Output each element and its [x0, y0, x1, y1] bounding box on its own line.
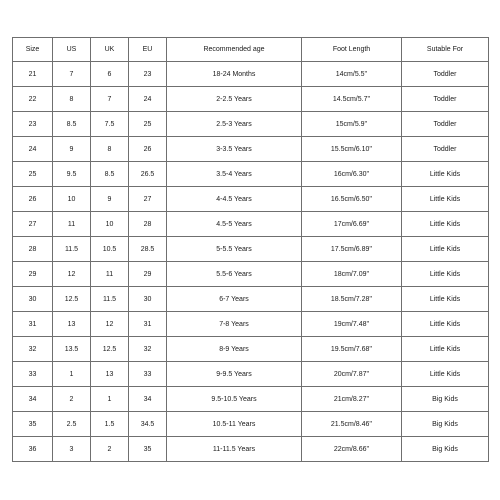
table-body	[13, 62, 489, 462]
table-row	[13, 112, 489, 137]
table-row	[13, 362, 489, 387]
cell-uk: 8.5	[91, 162, 129, 187]
cell-uk: 6	[91, 62, 129, 87]
cell-eu: 29	[129, 262, 167, 287]
cell-suitable-for: Toddler	[402, 112, 489, 137]
cell-foot-length: 18.5cm/7.28''	[302, 287, 402, 312]
cell-size: 26	[13, 187, 53, 212]
cell-eu: 26	[129, 137, 167, 162]
cell-eu: 35	[129, 437, 167, 462]
table-row	[13, 262, 489, 287]
cell-size: 25	[13, 162, 53, 187]
cell-us: 11	[53, 212, 91, 237]
cell-suitable-for: Little Kids	[402, 337, 489, 362]
cell-us: 11.5	[53, 237, 91, 262]
table-row	[13, 137, 489, 162]
cell-foot-length: 14.5cm/5.7''	[302, 87, 402, 112]
cell-foot-length: 18cm/7.09''	[302, 262, 402, 287]
cell-foot-length: 19.5cm/7.68''	[302, 337, 402, 362]
cell-us: 3	[53, 437, 91, 462]
cell-us: 8	[53, 87, 91, 112]
table-row	[13, 62, 489, 87]
cell-uk: 10.5	[91, 237, 129, 262]
cell-suitable-for: Little Kids	[402, 187, 489, 212]
cell-size: 22	[13, 87, 53, 112]
table-row	[13, 387, 489, 412]
cell-uk: 9	[91, 187, 129, 212]
cell-foot-length: 21.5cm/8.46''	[302, 412, 402, 437]
header-recommended-age: Recommended age	[167, 38, 302, 62]
table-row	[13, 412, 489, 437]
cell-recommended-age: 8-9 Years	[167, 337, 302, 362]
cell-uk: 1	[91, 387, 129, 412]
cell-suitable-for: Little Kids	[402, 287, 489, 312]
cell-recommended-age: 4.5-5 Years	[167, 212, 302, 237]
cell-uk: 12.5	[91, 337, 129, 362]
cell-us: 1	[53, 362, 91, 387]
cell-size: 35	[13, 412, 53, 437]
cell-foot-length: 17cm/6.69''	[302, 212, 402, 237]
cell-us: 13.5	[53, 337, 91, 362]
cell-us: 2	[53, 387, 91, 412]
header-uk: UK	[91, 38, 129, 62]
cell-size: 28	[13, 237, 53, 262]
cell-eu: 24	[129, 87, 167, 112]
cell-suitable-for: Little Kids	[402, 312, 489, 337]
cell-eu: 28	[129, 212, 167, 237]
cell-uk: 7.5	[91, 112, 129, 137]
header-size: Size	[13, 38, 53, 62]
table-row	[13, 187, 489, 212]
cell-size: 32	[13, 337, 53, 362]
cell-size: 34	[13, 387, 53, 412]
cell-suitable-for: Toddler	[402, 62, 489, 87]
cell-size: 31	[13, 312, 53, 337]
table-header	[13, 38, 489, 62]
cell-suitable-for: Big Kids	[402, 387, 489, 412]
cell-size: 36	[13, 437, 53, 462]
cell-suitable-for: Little Kids	[402, 212, 489, 237]
cell-foot-length: 22cm/8.66''	[302, 437, 402, 462]
cell-foot-length: 17.5cm/6.89''	[302, 237, 402, 262]
header-row	[13, 38, 489, 62]
cell-us: 12.5	[53, 287, 91, 312]
table-row	[13, 237, 489, 262]
cell-recommended-age: 4-4.5 Years	[167, 187, 302, 212]
table-row	[13, 312, 489, 337]
cell-uk: 11.5	[91, 287, 129, 312]
cell-uk: 8	[91, 137, 129, 162]
cell-size: 29	[13, 262, 53, 287]
cell-us: 10	[53, 187, 91, 212]
header-eu: EU	[129, 38, 167, 62]
cell-foot-length: 15.5cm/6.10''	[302, 137, 402, 162]
cell-recommended-age: 10.5-11 Years	[167, 412, 302, 437]
cell-size: 23	[13, 112, 53, 137]
cell-us: 8.5	[53, 112, 91, 137]
table-row	[13, 287, 489, 312]
cell-size: 21	[13, 62, 53, 87]
cell-uk: 11	[91, 262, 129, 287]
cell-eu: 32	[129, 337, 167, 362]
cell-size: 30	[13, 287, 53, 312]
cell-eu: 34	[129, 387, 167, 412]
cell-eu: 27	[129, 187, 167, 212]
cell-uk: 12	[91, 312, 129, 337]
cell-foot-length: 20cm/7.87''	[302, 362, 402, 387]
cell-us: 7	[53, 62, 91, 87]
cell-recommended-age: 2.5-3 Years	[167, 112, 302, 137]
cell-recommended-age: 9-9.5 Years	[167, 362, 302, 387]
cell-suitable-for: Toddler	[402, 87, 489, 112]
cell-uk: 2	[91, 437, 129, 462]
cell-size: 24	[13, 137, 53, 162]
cell-recommended-age: 5-5.5 Years	[167, 237, 302, 262]
cell-suitable-for: Big Kids	[402, 412, 489, 437]
cell-eu: 28.5	[129, 237, 167, 262]
cell-foot-length: 16.5cm/6.50''	[302, 187, 402, 212]
cell-eu: 30	[129, 287, 167, 312]
cell-us: 13	[53, 312, 91, 337]
cell-recommended-age: 7-8 Years	[167, 312, 302, 337]
cell-recommended-age: 3.5-4 Years	[167, 162, 302, 187]
cell-suitable-for: Toddler	[402, 137, 489, 162]
table-row	[13, 212, 489, 237]
size-chart-table	[12, 37, 489, 462]
cell-suitable-for: Little Kids	[402, 362, 489, 387]
cell-foot-length: 15cm/5.9''	[302, 112, 402, 137]
cell-recommended-age: 18-24 Months	[167, 62, 302, 87]
cell-size: 27	[13, 212, 53, 237]
cell-size: 33	[13, 362, 53, 387]
cell-us: 2.5	[53, 412, 91, 437]
cell-eu: 26.5	[129, 162, 167, 187]
cell-uk: 7	[91, 87, 129, 112]
table-row	[13, 162, 489, 187]
cell-suitable-for: Little Kids	[402, 262, 489, 287]
cell-recommended-age: 5.5-6 Years	[167, 262, 302, 287]
header-suitable-for: Sutable For	[402, 38, 489, 62]
cell-eu: 33	[129, 362, 167, 387]
cell-foot-length: 21cm/8.27''	[302, 387, 402, 412]
cell-recommended-age: 9.5-10.5 Years	[167, 387, 302, 412]
cell-suitable-for: Little Kids	[402, 237, 489, 262]
cell-us: 9.5	[53, 162, 91, 187]
cell-uk: 10	[91, 212, 129, 237]
cell-suitable-for: Big Kids	[402, 437, 489, 462]
table-row	[13, 437, 489, 462]
cell-foot-length: 19cm/7.48''	[302, 312, 402, 337]
cell-us: 12	[53, 262, 91, 287]
cell-recommended-age: 3-3.5 Years	[167, 137, 302, 162]
header-foot-length: Foot Length	[302, 38, 402, 62]
cell-us: 9	[53, 137, 91, 162]
cell-uk: 1.5	[91, 412, 129, 437]
cell-eu: 34.5	[129, 412, 167, 437]
table-row	[13, 337, 489, 362]
cell-foot-length: 16cm/6.30''	[302, 162, 402, 187]
cell-eu: 25	[129, 112, 167, 137]
table-row	[13, 87, 489, 112]
cell-foot-length: 14cm/5.5''	[302, 62, 402, 87]
cell-uk: 13	[91, 362, 129, 387]
cell-recommended-age: 6-7 Years	[167, 287, 302, 312]
cell-recommended-age: 2-2.5 Years	[167, 87, 302, 112]
cell-recommended-age: 11-11.5 Years	[167, 437, 302, 462]
cell-eu: 23	[129, 62, 167, 87]
cell-suitable-for: Little Kids	[402, 162, 489, 187]
cell-eu: 31	[129, 312, 167, 337]
header-us: US	[53, 38, 91, 62]
